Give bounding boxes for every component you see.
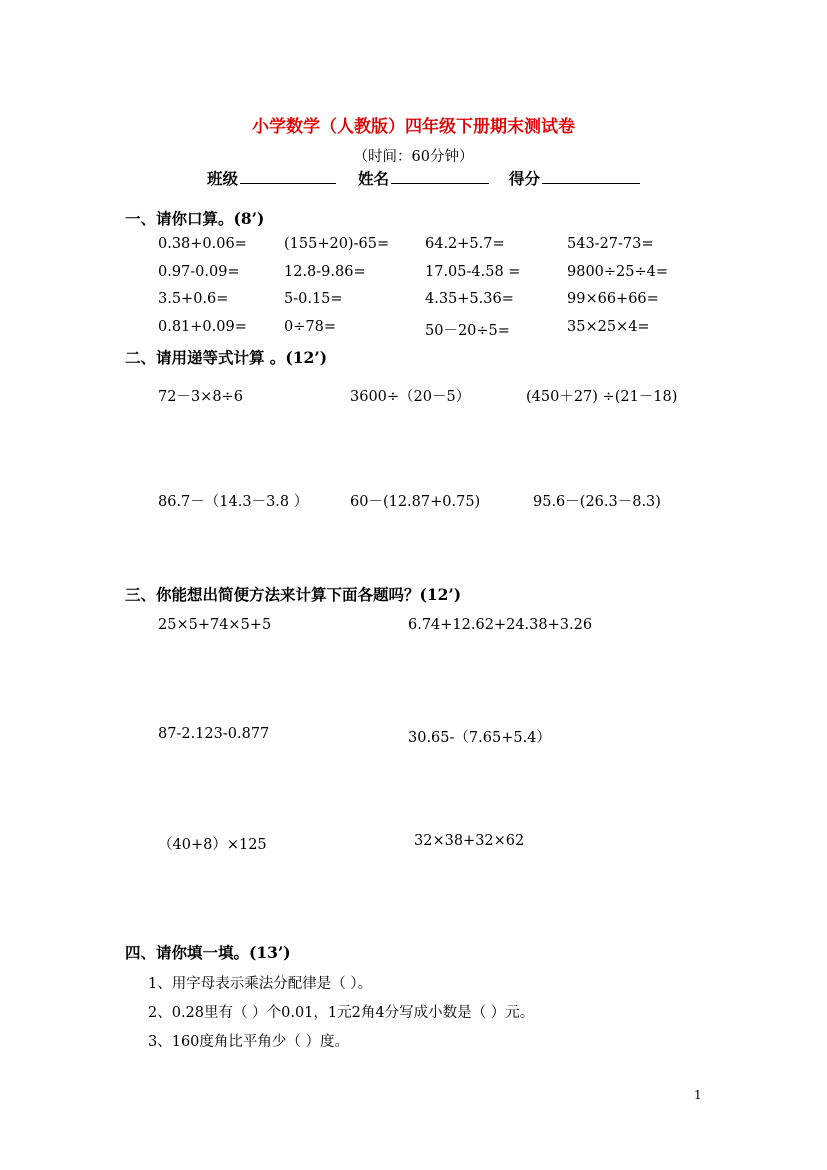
stepwise-item: 72－3×8÷6 — [158, 389, 243, 405]
shortcut-item: 30.65-（7.65+5.4） — [408, 730, 551, 746]
section-2-heading: 二、请用递等式计算 。(12’) — [125, 348, 328, 367]
fill-in-question: 1、用字母表示乘法分配律是（ ）。 — [148, 976, 373, 992]
exam-time: （时间：60分钟） — [353, 149, 474, 165]
stepwise-item: (450＋27) ÷(21－18) — [526, 389, 678, 405]
oral-item: 17.05-4.58 = — [425, 264, 521, 280]
shortcut-item: 25×5+74×5+5 — [158, 617, 272, 633]
oral-item: 3.5+0.6= — [158, 291, 229, 307]
oral-item: 0.81+0.09= — [158, 319, 247, 335]
name-blank — [391, 166, 489, 184]
section-1-heading: 一、请你口算。(8’) — [125, 209, 265, 228]
shortcut-item: 6.74+12.62+24.38+3.26 — [408, 617, 593, 633]
oral-item: 9800÷25÷4= — [567, 264, 669, 280]
name-field — [358, 166, 489, 189]
oral-item: (155+20)-65= — [284, 236, 390, 252]
stepwise-item: 60－(12.87+0.75) — [350, 494, 481, 510]
oral-item: 0÷78= — [284, 319, 336, 335]
score-blank — [542, 166, 640, 184]
oral-item: 50－20÷5= — [425, 323, 510, 339]
exam-title: 小学数学（人教版）四年级下册期末测试卷 — [252, 117, 575, 137]
class-label: 班级 — [207, 169, 239, 188]
name-label: 姓名 — [358, 169, 390, 188]
score-label: 得分 — [509, 169, 541, 188]
oral-item: 99×66+66= — [567, 291, 659, 307]
class-field — [207, 166, 336, 189]
stepwise-item: 95.6－(26.3－8.3) — [533, 494, 661, 510]
section-4-heading: 四、请你填一填。(13’) — [125, 943, 291, 962]
oral-item: 0.38+0.06= — [158, 236, 247, 252]
shortcut-item: （40+8）×125 — [158, 837, 267, 853]
fill-in-question: 2、0.28里有（ ）个0.01，1元2角4分写成小数是（ ）元。 — [148, 1005, 535, 1021]
oral-item: 4.35+5.36= — [425, 291, 514, 307]
oral-item: 35×25×4= — [567, 319, 650, 335]
stepwise-item: 86.7－（14.3－3.8 ） — [158, 494, 309, 510]
oral-item: 0.97-0.09= — [158, 264, 240, 280]
score-field — [509, 166, 640, 189]
fill-in-question: 3、160度角比平角少（ ）度。 — [148, 1034, 350, 1050]
oral-item: 64.2+5.7= — [425, 236, 505, 252]
shortcut-item: 32×38+32×62 — [414, 833, 525, 849]
stepwise-item: 3600÷（20－5） — [350, 389, 471, 405]
oral-item: 12.8-9.86= — [284, 264, 366, 280]
class-blank — [240, 166, 336, 184]
oral-item: 5-0.15= — [284, 291, 343, 307]
section-3-heading: 三、你能想出简便方法来计算下面各题吗？(12’) — [125, 585, 462, 604]
oral-item: 543-27-73= — [567, 236, 654, 252]
shortcut-item: 87-2.123-0.877 — [158, 726, 270, 742]
page-number: 1 — [694, 1088, 702, 1102]
